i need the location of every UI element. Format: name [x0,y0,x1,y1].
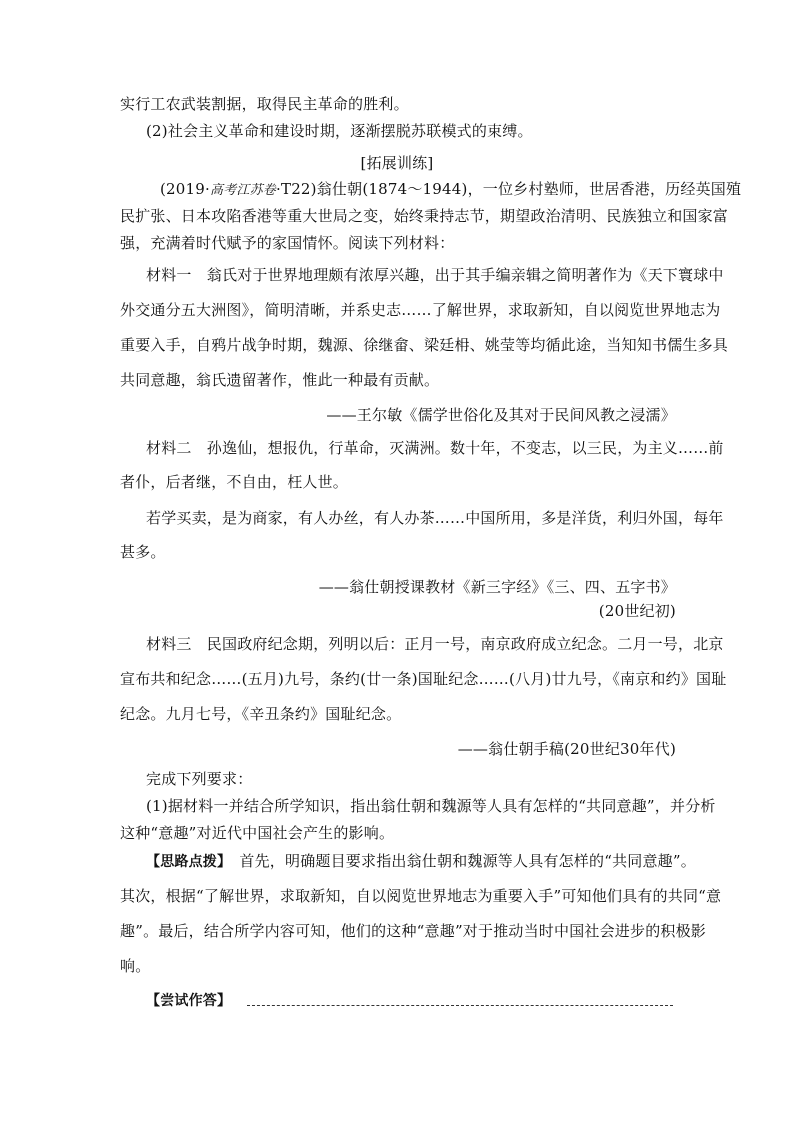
hint-line: 其次，根据“了解世界，求取新知，自以阅览世界地志为重要入手”可知他们具有的共同“意 [120,887,722,905]
material-1-line: 外交通分五大洲图》，简明清晰，并系史志……了解世界，求取新知，自以阅览世界地志为 [120,301,721,319]
paragraph-line: 实行工农武装割据，取得民主革命的胜利。 [120,95,409,113]
citation: ——翁仕朝手稿(20世纪30年代) [457,740,676,758]
hint-text: 首先，明确题目要求指出翁仕朝和魏源等人具有怎样的“共同意趣”。 [239,852,696,870]
citation-date: (20世纪初) [598,602,676,620]
material-1-line: 材料一 翁氏对于世界地理颇有浓厚兴趣，出于其手编亲辑之简明著作为《天下寰球中 [146,266,724,284]
citation: ——王尔敏《儒学世俗化及其对于民间风教之浸濡》 [326,406,676,424]
exam-source: 高考江苏卷 [210,183,277,198]
answer-blank-line[interactable] [247,1005,673,1006]
hint-label: 【思路点拨】 [146,854,225,870]
answer-label: 【尝试作答】 [146,993,232,1009]
question-intro-line [160,179,741,201]
paragraph-line: 民扩张、日本攻陷香港等重大世局之变，始终秉持志节，期望政治清明、民族独立和国家富 [120,207,729,225]
hint-line: 响。 [120,957,151,975]
material-3-line: 纪念。九月七号，《辛丑条约》国耻纪念。 [120,705,402,723]
material-3-line: 宣布共和纪念……(五月)九号，条约(廿一条)国耻纪念……(八月)廿九号，《南京和约》国耻 [120,670,727,688]
material-2-line: 者仆，后者继，不自由，枉人世。 [120,473,349,491]
citation: ——翁仕朝授课教材《新三字经》《三、四、五字书》 [318,578,676,596]
year-label: (2019· [160,180,210,198]
question-1-line: (1)据材料一并结合所学知识，指出翁仕朝和魏源等人具有怎样的“共同意趣”，并分析 [146,797,716,815]
material-1-line: 重要入手，自鸦片战争时期，魏源、徐继畲、梁廷枏、姚莹等均循此途，当知知书儒生多具 [120,336,729,354]
question-1-line: 这种“意趣”对近代中国社会产生的影响。 [120,824,395,842]
instruction: 完成下列要求： [146,770,253,788]
paragraph-line: (2)社会主义革命和建设时期，逐渐摆脱苏联模式的束缚。 [146,122,533,140]
material-2-line: 甚多。 [120,543,166,561]
hint-line: 趣”。最后，结合所学内容可知，他们的这种“意趣”对于推动当时中国社会进步的积极影 [120,922,707,940]
intro-text: ·T22)翁仕朝(1874～1944)，一位乡村塾师，世居香港，历经英国殖 [276,180,742,198]
paragraph-line: 强，充满着时代赋予的家国情怀。阅读下列材料： [120,234,455,252]
section-heading: [拓展训练] [360,154,434,172]
material-2-line: 若学买卖，是为商家，有人办丝，有人办茶……中国所用，多是洋货，利归外国，每年 [146,509,724,527]
hint-line [146,851,696,872]
material-3-line: 材料三 民国政府纪念期，列明以后：正月一号，南京政府成立纪念。二月一号，北京 [146,635,724,653]
material-2-line: 材料二 孙逸仙，想报仇，行革命，灭满洲。数十年，不变志，以三民，为主义……前 [146,439,724,457]
material-1-line: 共同意趣，翁氏遗留著作，惟此一种最有贡献。 [120,371,440,389]
